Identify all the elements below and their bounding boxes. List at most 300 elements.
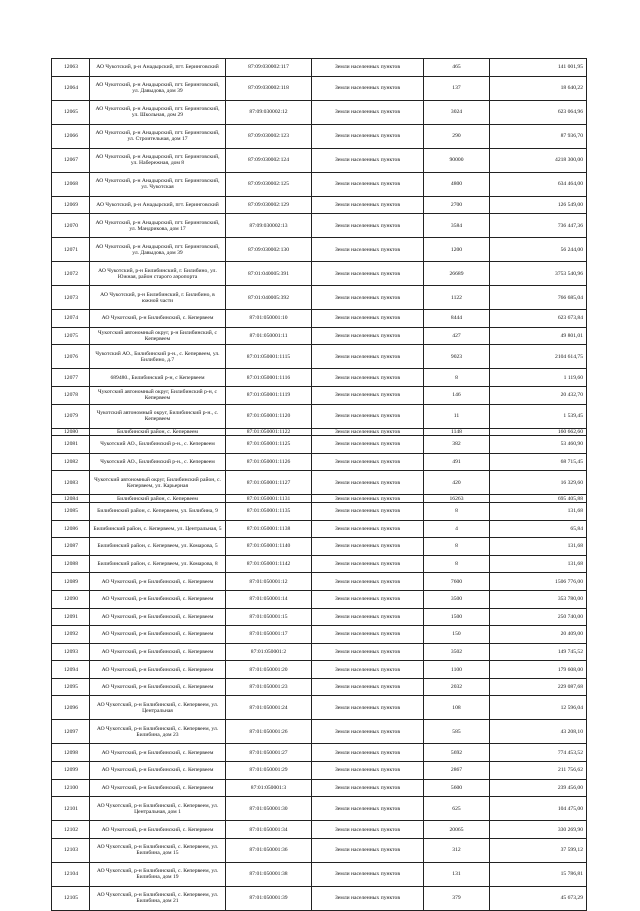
land-category-cell: Земли населенных пунктов (312, 520, 424, 538)
table-row (52, 148, 587, 172)
cadastral-value-cell: 1 539,45 (490, 404, 587, 428)
land-category-cell: Земли населенных пунктов (312, 436, 424, 454)
table-row (52, 696, 587, 720)
area-cell: 1200 (424, 238, 490, 262)
address-cell: АО Чукотский, р-н Билибинский, с. Кепервеем, ул. Центральная, дом 1 (90, 797, 226, 821)
table-row (52, 762, 587, 780)
cadastral-value-cell: 736 447,36 (490, 214, 587, 238)
land-category-cell: Земли населенных пунктов (312, 573, 424, 591)
land-category-cell: Земли населенных пунктов (312, 502, 424, 520)
table-row (52, 720, 587, 744)
cadastral-number-cell: 87:01:050001:1125 (226, 436, 312, 454)
area-cell: 8 (424, 538, 490, 556)
address-cell: АО Чукотский, р-н Анадырский, пгт. Беринговский, ул. Набережная, дом 8 (90, 148, 226, 172)
area-cell: 8 (424, 555, 490, 573)
area-cell: 382 (424, 436, 490, 454)
land-category-cell: Земли населенных пунктов (312, 886, 424, 910)
table-row (52, 100, 587, 124)
address-cell: Чукотский автономный округ, Билибинский район, с. Кепервеем, ул. Карьерная (90, 471, 226, 495)
cadastral-value-cell: 37 599,12 (490, 838, 587, 862)
row-number: 12084 (52, 495, 90, 503)
cadastral-value-cell: 149 745,52 (490, 643, 587, 661)
address-cell: АО Чукотский, р-н Анадырский, пгт. Беринговский, ул. Давыдова, дом 39 (90, 76, 226, 100)
cadastral-number-cell: 87:09:030002:130 (226, 238, 312, 262)
cadastral-value-cell: 20 409,00 (490, 626, 587, 644)
cadastral-value-cell: 1 119,60 (490, 369, 587, 387)
cadastral-value-cell: 766 685,04 (490, 286, 587, 310)
area-cell: 5692 (424, 744, 490, 762)
area-cell: 625 (424, 797, 490, 821)
address-cell: АО Чукотский, р-н Анадырский, пгт. Беринговский, ул. Чукотская (90, 172, 226, 196)
table-row (52, 626, 587, 644)
area-cell: 420 (424, 471, 490, 495)
cadastral-number-cell: 87:09:030002:125 (226, 172, 312, 196)
table-row (52, 744, 587, 762)
area-cell: 2032 (424, 678, 490, 696)
land-category-cell: Земли населенных пунктов (312, 453, 424, 471)
area-cell: 8 (424, 502, 490, 520)
cadastral-value-cell: 126 549,00 (490, 196, 587, 214)
area-cell: 9023 (424, 345, 490, 369)
area-cell: 3024 (424, 100, 490, 124)
address-cell: АО Чукотский, р-н Билибинский, с. Кепервеем (90, 590, 226, 608)
cadastral-value-cell: 4218 300,00 (490, 148, 587, 172)
area-cell: 465 (424, 59, 490, 77)
row-number: 12099 (52, 762, 90, 780)
address-cell: АО Чукотский, р-н Билибинский, с. Кепервеем (90, 779, 226, 797)
table-row (52, 453, 587, 471)
table-row (52, 428, 587, 436)
land-category-cell: Земли населенных пунктов (312, 608, 424, 626)
cadastral-number-cell: 87:01:050001:14 (226, 590, 312, 608)
cadastral-number-cell: 87:01:050001:36 (226, 838, 312, 862)
row-number: 12096 (52, 696, 90, 720)
address-cell: АО Чукотский, р-н Билибинский, с. Кепервеем (90, 744, 226, 762)
cadastral-number-cell: 87:09:030002:117 (226, 59, 312, 77)
row-number: 12090 (52, 590, 90, 608)
land-category-cell: Земли населенных пунктов (312, 286, 424, 310)
cadastral-value-cell: 229 087,68 (490, 678, 587, 696)
cadastral-value-cell: 250 740,00 (490, 608, 587, 626)
address-cell: Билибинский район, с. Кепервеем, ул. Комарова, 8 (90, 555, 226, 573)
cadastral-value-cell: 16 329,60 (490, 471, 587, 495)
land-category-cell: Земли населенных пунктов (312, 555, 424, 573)
address-cell: АО Чукотский, р-н Билибинский, с. Кепервеем (90, 310, 226, 328)
cadastral-number-cell: 87:01:050001:1131 (226, 495, 312, 503)
row-number: 12076 (52, 345, 90, 369)
row-number: 12069 (52, 196, 90, 214)
cadastral-value-cell: 49 801,01 (490, 327, 587, 345)
cadastral-number-cell: 87:01:050001:1116 (226, 369, 312, 387)
cadastral-value-cell: 131,68 (490, 555, 587, 573)
row-number: 12100 (52, 779, 90, 797)
cadastral-value-cell: 3753 540,96 (490, 262, 587, 286)
land-category-cell: Земли населенных пунктов (312, 744, 424, 762)
area-cell: 2867 (424, 762, 490, 780)
cadastral-number-cell: 87:01:050001:2 (226, 643, 312, 661)
row-number: 12104 (52, 862, 90, 886)
land-category-cell: Земли населенных пунктов (312, 862, 424, 886)
address-cell: АО Чукотский, р-н Билибинский, с. Кепервеем (90, 643, 226, 661)
table-row (52, 495, 587, 503)
row-number: 12094 (52, 661, 90, 679)
cadastral-number-cell: 87:01:050001:38 (226, 862, 312, 886)
land-category-cell: Земли населенных пунктов (312, 100, 424, 124)
row-number: 12070 (52, 214, 90, 238)
area-cell: 2700 (424, 196, 490, 214)
cadastral-value-cell: 131,68 (490, 538, 587, 556)
cadastral-value-cell: 695 405,88 (490, 495, 587, 503)
table-row (52, 502, 587, 520)
area-cell: 379 (424, 886, 490, 910)
cadastral-number-cell: 87:01:050001:39 (226, 886, 312, 910)
cadastral-value-cell: 160 662,60 (490, 428, 587, 436)
row-number: 12085 (52, 502, 90, 520)
area-cell: 90000 (424, 148, 490, 172)
address-cell: АО Чукотский, р-н Билибинский, с. Кепервеем, ул. Билибина, дом 23 (90, 720, 226, 744)
row-number: 12077 (52, 369, 90, 387)
land-category-cell: Земли населенных пунктов (312, 345, 424, 369)
area-cell: 3584 (424, 214, 490, 238)
area-cell: 4800 (424, 172, 490, 196)
land-category-cell: Земли населенных пунктов (312, 821, 424, 839)
address-cell: Билибинский район, с. Кепервеем, ул. Комарова, 5 (90, 538, 226, 556)
table-row (52, 886, 587, 910)
land-category-cell: Земли населенных пунктов (312, 643, 424, 661)
address-cell: АО Чукотский, р-н Анадырский, пгт. Беринговский, ул. Мандрикова, дом 17 (90, 214, 226, 238)
address-cell: АО Чукотский, р-н Билибинский, с. Кепервеем (90, 821, 226, 839)
table-row (52, 286, 587, 310)
land-category-cell: Земли населенных пунктов (312, 369, 424, 387)
area-cell: 20065 (424, 821, 490, 839)
row-number: 12089 (52, 573, 90, 591)
cadastral-number-cell: 87:01:050001:1119 (226, 386, 312, 404)
cadastral-number-cell: 87:01:050001:1126 (226, 453, 312, 471)
cadastral-value-cell: 104 475,00 (490, 797, 587, 821)
cadastral-number-cell: 87:01:050001:3 (226, 779, 312, 797)
row-number: 12095 (52, 678, 90, 696)
cadastral-number-cell: 87:01:050001:1120 (226, 404, 312, 428)
cadastral-number-cell: 87:01:050001:15 (226, 608, 312, 626)
table-row (52, 369, 587, 387)
address-cell: АО Чукотский, р-н Билибинский, г. Билибино, в южной части (90, 286, 226, 310)
cadastral-value-cell: 12 596,04 (490, 696, 587, 720)
row-number: 12086 (52, 520, 90, 538)
address-cell: Чукотский АО., Билибинский р-н., с. Кепервеем, ул. Билибино, д.7 (90, 345, 226, 369)
address-cell: АО Чукотский, р-н Билибинский, г. Билибино, ул. Южная, район старого аэропорта (90, 262, 226, 286)
row-number: 12079 (52, 404, 90, 428)
land-category-cell: Земли населенных пунктов (312, 196, 424, 214)
cadastral-number-cell: 87:01:050001:23 (226, 678, 312, 696)
area-cell: 108 (424, 696, 490, 720)
cadastral-number-cell: 87:01:050001:1115 (226, 345, 312, 369)
cadastral-number-cell: 87:09:030002:13 (226, 214, 312, 238)
land-category-cell: Земли населенных пунктов (312, 471, 424, 495)
row-number: 12097 (52, 720, 90, 744)
cadastral-value-cell: 1506 776,00 (490, 573, 587, 591)
cadastral-value-cell: 239 456,00 (490, 779, 587, 797)
land-category-cell: Земли населенных пунктов (312, 214, 424, 238)
row-number: 12092 (52, 626, 90, 644)
cadastral-number-cell: 87:01:050001:29 (226, 762, 312, 780)
table-body (52, 59, 587, 911)
cadastral-number-cell: 87:01:040005:391 (226, 262, 312, 286)
table-row (52, 327, 587, 345)
cadastral-value-cell: 43 208,10 (490, 720, 587, 744)
address-cell: АО Чукотский, р-н Билибинский, с. Кепервеем (90, 678, 226, 696)
row-number: 12074 (52, 310, 90, 328)
cadastral-value-cell: 68 715,45 (490, 453, 587, 471)
address-cell: АО Чукотский, р-н Билибинский, с. Кепервеем (90, 573, 226, 591)
table-row (52, 436, 587, 454)
area-cell: 8444 (424, 310, 490, 328)
cadastral-number-cell: 87:01:050001:20 (226, 661, 312, 679)
row-number: 12098 (52, 744, 90, 762)
land-category-cell: Земли населенных пунктов (312, 696, 424, 720)
area-cell: 16263 (424, 495, 490, 503)
cadastral-value-cell: 65,84 (490, 520, 587, 538)
area-cell: 5600 (424, 779, 490, 797)
table-row (52, 214, 587, 238)
cadastral-number-cell: 87:01:050001:1142 (226, 555, 312, 573)
area-cell: 3502 (424, 643, 490, 661)
cadastral-value-cell: 45 673,29 (490, 886, 587, 910)
address-cell: АО Чукотский, р-н Билибинский, с. Кепервеем (90, 762, 226, 780)
table-row (52, 262, 587, 286)
table-row (52, 661, 587, 679)
cadastral-number-cell: 87:09:030002:12 (226, 100, 312, 124)
row-number: 12071 (52, 238, 90, 262)
row-number: 12067 (52, 148, 90, 172)
cadastral-number-cell: 87:01:050001:24 (226, 696, 312, 720)
land-category-cell: Земли населенных пунктов (312, 590, 424, 608)
row-number: 12101 (52, 797, 90, 821)
cadastral-number-cell: 87:09:030002:124 (226, 148, 312, 172)
land-plot-table (51, 58, 587, 911)
land-category-cell: Земли населенных пунктов (312, 838, 424, 862)
area-cell: 585 (424, 720, 490, 744)
cadastral-value-cell: 141 001,95 (490, 59, 587, 77)
cadastral-number-cell: 87:01:050001:27 (226, 744, 312, 762)
row-number: 12064 (52, 76, 90, 100)
cadastral-value-cell: 623 064,96 (490, 100, 587, 124)
cadastral-number-cell: 87:01:050001:12 (226, 573, 312, 591)
area-cell: 3500 (424, 590, 490, 608)
cadastral-number-cell: 87:01:050001:1140 (226, 538, 312, 556)
row-number: 12082 (52, 453, 90, 471)
area-cell: 146 (424, 386, 490, 404)
land-category-cell: Земли населенных пунктов (312, 76, 424, 100)
table-row (52, 678, 587, 696)
land-category-cell: Земли населенных пунктов (312, 124, 424, 148)
cadastral-value-cell: 20 432,70 (490, 386, 587, 404)
address-cell: 689480., Билибинский р-н, с Кепервеем (90, 369, 226, 387)
cadastral-value-cell: 53 460,90 (490, 436, 587, 454)
table-row (52, 124, 587, 148)
land-category-cell: Земли населенных пунктов (312, 386, 424, 404)
address-cell: АО Чукотский, р-н Анадырский, пгт. Беринговский, ул. Школьная, дом 29 (90, 100, 226, 124)
area-cell: 4 (424, 520, 490, 538)
address-cell: АО Чукотский, р-н Билибинский, с. Кепервеем, ул. Билибина, дом 19 (90, 862, 226, 886)
land-category-cell: Земли населенных пунктов (312, 172, 424, 196)
land-category-cell: Земли населенных пунктов (312, 428, 424, 436)
table-row (52, 643, 587, 661)
cadastral-number-cell: 87:01:050001:30 (226, 797, 312, 821)
land-category-cell: Земли населенных пунктов (312, 797, 424, 821)
land-category-cell: Земли населенных пунктов (312, 538, 424, 556)
row-number: 12081 (52, 436, 90, 454)
row-number: 12072 (52, 262, 90, 286)
table-row (52, 608, 587, 626)
cadastral-value-cell: 179 608,00 (490, 661, 587, 679)
area-cell: 7600 (424, 573, 490, 591)
cadastral-value-cell: 634 464,00 (490, 172, 587, 196)
land-category-cell: Земли населенных пунктов (312, 626, 424, 644)
cadastral-number-cell: 87:01:050001:1122 (226, 428, 312, 436)
table-row (52, 471, 587, 495)
land-category-cell: Земли населенных пунктов (312, 678, 424, 696)
land-category-cell: Земли населенных пунктов (312, 762, 424, 780)
table-row (52, 779, 587, 797)
row-number: 12105 (52, 886, 90, 910)
land-category-cell: Земли населенных пунктов (312, 148, 424, 172)
address-cell: Билибинский район, с. Кепервеем (90, 495, 226, 503)
address-cell: АО Чукотский, р-н Билибинский, с. Кепервеем, ул. Билибина, дом 21 (90, 886, 226, 910)
cadastral-value-cell: 774 453,52 (490, 744, 587, 762)
cadastral-number-cell: 87:01:050001:17 (226, 626, 312, 644)
row-number: 12073 (52, 286, 90, 310)
table-row (52, 76, 587, 100)
table-row (52, 821, 587, 839)
cadastral-number-cell: 87:01:050001:11 (226, 327, 312, 345)
area-cell: 8 (424, 369, 490, 387)
address-cell: Билибинский район, с. Кепервеем (90, 428, 226, 436)
land-category-cell: Земли населенных пунктов (312, 262, 424, 286)
cadastral-number-cell: 87:01:050001:1138 (226, 520, 312, 538)
area-cell: 137 (424, 76, 490, 100)
cadastral-number-cell: 87:01:050001:1135 (226, 502, 312, 520)
cadastral-value-cell: 211 756,62 (490, 762, 587, 780)
cadastral-value-cell: 56 244,00 (490, 238, 587, 262)
area-cell: 1100 (424, 661, 490, 679)
table-row (52, 862, 587, 886)
row-number: 12087 (52, 538, 90, 556)
address-cell: Билибинский район, с. Кепервеем, ул. Билибина, 9 (90, 502, 226, 520)
row-number: 12093 (52, 643, 90, 661)
row-number: 12075 (52, 327, 90, 345)
area-cell: 290 (424, 124, 490, 148)
row-number: 12088 (52, 555, 90, 573)
land-category-cell: Земли населенных пунктов (312, 404, 424, 428)
cadastral-value-cell: 15 786,81 (490, 862, 587, 886)
area-cell: 26689 (424, 262, 490, 286)
area-cell: 1500 (424, 608, 490, 626)
address-cell: Билибинский район, с. Кепервеем, ул. Центральная, 5 (90, 520, 226, 538)
address-cell: АО Чукотский, р-н Билибинский, с. Кепервеем (90, 608, 226, 626)
area-cell: 491 (424, 453, 490, 471)
land-category-cell: Земли населенных пунктов (312, 310, 424, 328)
cadastral-number-cell: 87:01:040005:392 (226, 286, 312, 310)
cadastral-value-cell: 353 780,00 (490, 590, 587, 608)
row-number: 12080 (52, 428, 90, 436)
land-category-cell: Земли населенных пунктов (312, 720, 424, 744)
address-cell: Чукотский автономный округ, Билибинский р-н., с. Кепервеем (90, 404, 226, 428)
area-cell: 11 (424, 404, 490, 428)
land-category-cell: Земли населенных пунктов (312, 495, 424, 503)
cadastral-value-cell: 87 936,70 (490, 124, 587, 148)
address-cell: АО Чукотский, р-н Билибинский, с. Кепервеем, ул. Билибина, дом 15 (90, 838, 226, 862)
table-row (52, 386, 587, 404)
table-row (52, 838, 587, 862)
area-cell: 1148 (424, 428, 490, 436)
address-cell: Чукотский АО., Билибинский р-н., с. Кепервеем (90, 436, 226, 454)
table-row (52, 538, 587, 556)
address-cell: АО Чукотский, р-н Анадырский, пгт. Беринговский (90, 196, 226, 214)
area-cell: 150 (424, 626, 490, 644)
address-cell: АО Чукотский, р-н Анадырский, пгт. Беринговский, ул. Строительная, дом 17 (90, 124, 226, 148)
row-number: 12091 (52, 608, 90, 626)
area-cell: 312 (424, 838, 490, 862)
row-number: 12103 (52, 838, 90, 862)
table-row (52, 555, 587, 573)
land-category-cell: Земли населенных пунктов (312, 327, 424, 345)
table-row (52, 196, 587, 214)
cadastral-number-cell: 87:01:050001:10 (226, 310, 312, 328)
row-number: 12068 (52, 172, 90, 196)
land-category-cell: Земли населенных пунктов (312, 238, 424, 262)
land-category-cell: Земли населенных пунктов (312, 779, 424, 797)
cadastral-value-cell: 330 269,90 (490, 821, 587, 839)
row-number: 12065 (52, 100, 90, 124)
cadastral-value-cell: 131,68 (490, 502, 587, 520)
cadastral-value-cell: 2104 614,75 (490, 345, 587, 369)
cadastral-number-cell: 87:09:030002:123 (226, 124, 312, 148)
address-cell: АО Чукотский, р-н Анадырский, пгт. Беринговский, ул. Давыдова, дом 39 (90, 238, 226, 262)
row-number: 12066 (52, 124, 90, 148)
table-row (52, 238, 587, 262)
table-row (52, 172, 587, 196)
area-cell: 1122 (424, 286, 490, 310)
cadastral-value-cell: 623 673,84 (490, 310, 587, 328)
table-row (52, 404, 587, 428)
area-cell: 131 (424, 862, 490, 886)
table-row (52, 59, 587, 77)
cadastral-number-cell: 87:09:030002:129 (226, 196, 312, 214)
table-row (52, 573, 587, 591)
row-number: 12063 (52, 59, 90, 77)
land-category-cell: Земли населенных пунктов (312, 661, 424, 679)
area-cell: 427 (424, 327, 490, 345)
address-cell: АО Чукотский, р-н Билибинский, с. Кепервеем (90, 661, 226, 679)
cadastral-number-cell: 87:01:050001:26 (226, 720, 312, 744)
table-row (52, 590, 587, 608)
address-cell: АО Чукотский, р-н Билибинский, с. Кепервеем, ул. Центральная (90, 696, 226, 720)
address-cell: АО Чукотский, р-н Анадырский, пгт. Беринговский (90, 59, 226, 77)
table-row (52, 310, 587, 328)
land-category-cell: Земли населенных пунктов (312, 59, 424, 77)
cadastral-number-cell: 87:01:050001:1127 (226, 471, 312, 495)
table-row (52, 797, 587, 821)
address-cell: Чукотский АО., Билибинский р-н., с. Кепервеем (90, 453, 226, 471)
table-row (52, 520, 587, 538)
address-cell: Чукотский автономный округ, Билибинский р-н, с Кепервеем (90, 386, 226, 404)
cadastral-number-cell: 87:01:050001:34 (226, 821, 312, 839)
row-number: 12078 (52, 386, 90, 404)
table-row (52, 345, 587, 369)
row-number: 12102 (52, 821, 90, 839)
cadastral-value-cell: 18 640,22 (490, 76, 587, 100)
cadastral-number-cell: 87:09:030002:118 (226, 76, 312, 100)
